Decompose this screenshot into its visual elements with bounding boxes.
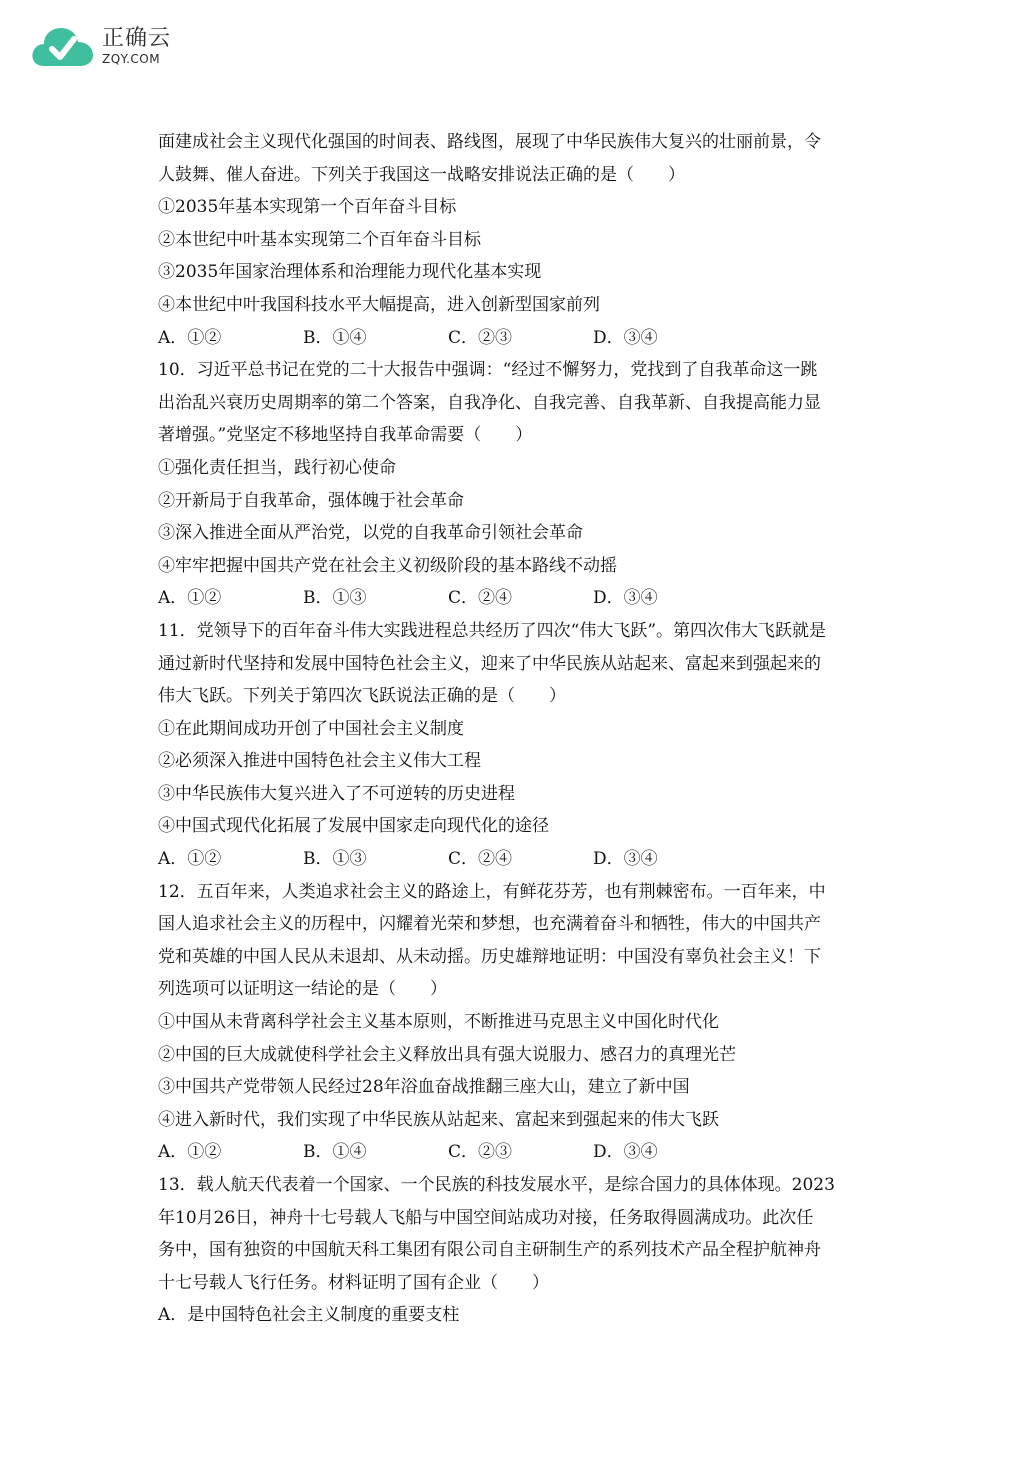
question-13-stem-line: 十七号载人飞行任务。材料证明了国有企业（ ） [158, 1272, 549, 1293]
logo-text-en: ZQY.COM [102, 52, 161, 66]
question-12-stem-line: 国人追求社会主义的历程中，闪耀着光荣和梦想，也充满着奋斗和牺牲，伟大的中国共产 [158, 914, 821, 935]
question-13-stem-line: 年10月26日，神舟十七号载人飞船与中国空间站成功对接，任务取得圆满成功。此次任 [158, 1207, 814, 1228]
option-b: B．①④ [303, 1142, 367, 1163]
option-c: C．②③ [448, 1142, 513, 1163]
cloud-check-icon [30, 22, 96, 70]
question-9-item: ①2035年基本实现第一个百年奋斗目标 [158, 197, 457, 218]
question-13-stem-line: 13．载人航天代表着一个国家、一个民族的科技发展水平，是综合国力的具体体现。2023 [158, 1175, 835, 1195]
question-12-options [158, 1136, 880, 1169]
question-10-stem-line: 出治乱兴衰历史周期率的第二个答案，自我净化、自我完善、自我革新、自我提高能力显 [158, 392, 821, 413]
option-c: C．②③ [448, 327, 513, 348]
question-12-stem-line: 党和英雄的中国人民从未退却、从未动摇。历史雄辩地证明：中国没有辜负社会主义！下 [158, 946, 821, 967]
option-c: C．②④ [448, 588, 513, 609]
question-11-item: ④中国式现代化拓展了发展中国家走向现代化的途径 [158, 816, 549, 837]
option-d: D．③④ [593, 327, 658, 348]
question-10-options [158, 582, 880, 615]
question-10-item: ③深入推进全面从严治党，以党的自我革命引领社会革命 [158, 523, 583, 544]
question-11-item: ③中华民族伟大复兴进入了不可逆转的历史进程 [158, 783, 515, 804]
question-11-stem-line: 11．党领导下的百年奋斗伟大实践进程总共经历了四次“伟大飞跃”。第四次伟大飞跃就是 [158, 620, 827, 641]
question-9-item: ③2035年国家治理体系和治理能力现代化基本实现 [158, 262, 542, 283]
question-9-item: ②本世纪中叶基本实现第二个百年奋斗目标 [158, 229, 481, 250]
question-12-item: ②中国的巨大成就使科学社会主义释放出具有强大说服力、感召力的真理光芒 [158, 1044, 736, 1065]
question-10-item: ②开新局于自我革命，强体魄于社会革命 [158, 490, 464, 511]
option-a: A．①② [158, 327, 222, 348]
option-a: A．①② [158, 849, 222, 870]
question-9-item: ④本世纪中叶我国科技水平大幅提高，进入创新型国家前列 [158, 294, 600, 315]
logo [30, 22, 171, 70]
question-13-stem-line: 务中，国有独资的中国航天科工集团有限公司自主研制生产的系列技术产品全程护航神舟 [158, 1240, 821, 1261]
option-d: D．③④ [593, 588, 658, 609]
question-12-stem-line: 12．五百年来，人类追求社会主义的路途上，有鲜花芬芳，也有荆棘密布。一百年来，中 [158, 881, 826, 902]
option-b: B．①③ [303, 588, 367, 609]
option-a: A．是中国特色社会主义制度的重要支柱 [158, 1305, 460, 1326]
option-c: C．②④ [448, 849, 513, 870]
question-9-stem-line: 人鼓舞、催人奋进。下列关于我国这一战略安排说法正确的是（ ） [158, 164, 685, 185]
option-b: B．①③ [303, 849, 367, 870]
logo-text-cn: 正确云 [102, 26, 172, 51]
option-b: B．①④ [303, 327, 367, 348]
question-10-item: ①强化责任担当，践行初心使命 [158, 457, 396, 478]
document-body [158, 126, 880, 1332]
question-11-stem-line: 伟大飞跃。下列关于第四次飞跃说法正确的是（ ） [158, 686, 566, 707]
option-a: A．①② [158, 588, 222, 609]
question-12-item: ③中国共产党带领人民经过28年浴血奋战推翻三座大山，建立了新中国 [158, 1077, 690, 1098]
question-12-item: ①中国从未背离科学社会主义基本原则，不断推进马克思主义中国化时代化 [158, 1012, 719, 1033]
question-11-stem-line: 通过新时代坚持和发展中国特色社会主义，迎来了中华民族从站起来、富起来到强起来的 [158, 653, 821, 674]
option-d: D．③④ [593, 849, 658, 870]
question-11-item: ①在此期间成功开创了中国社会主义制度 [158, 718, 464, 739]
question-10-stem-line: 10．习近平总书记在党的二十大报告中强调：“经过不懈努力，党找到了自我革命这一跳 [158, 360, 818, 381]
question-12-stem-line: 列选项可以证明这一结论的是（ ） [158, 979, 447, 1000]
question-10-item: ④牢牢把握中国共产党在社会主义初级阶段的基本路线不动摇 [158, 555, 617, 576]
option-a: A．①② [158, 1142, 222, 1163]
question-11-item: ②必须深入推进中国特色社会主义伟大工程 [158, 751, 481, 772]
question-10-stem-line: 著增强。”党坚定不移地坚持自我革命需要（ ） [158, 425, 533, 446]
question-11-options [158, 843, 880, 876]
option-d: D．③④ [593, 1142, 658, 1163]
question-9-options [158, 322, 880, 355]
question-9-stem-line: 面建成社会主义现代化强国的时间表、路线图，展现了中华民族伟大复兴的壮丽前景，令 [158, 132, 821, 152]
question-12-item: ④进入新时代，我们实现了中华民族从站起来、富起来到强起来的伟大飞跃 [158, 1109, 719, 1130]
